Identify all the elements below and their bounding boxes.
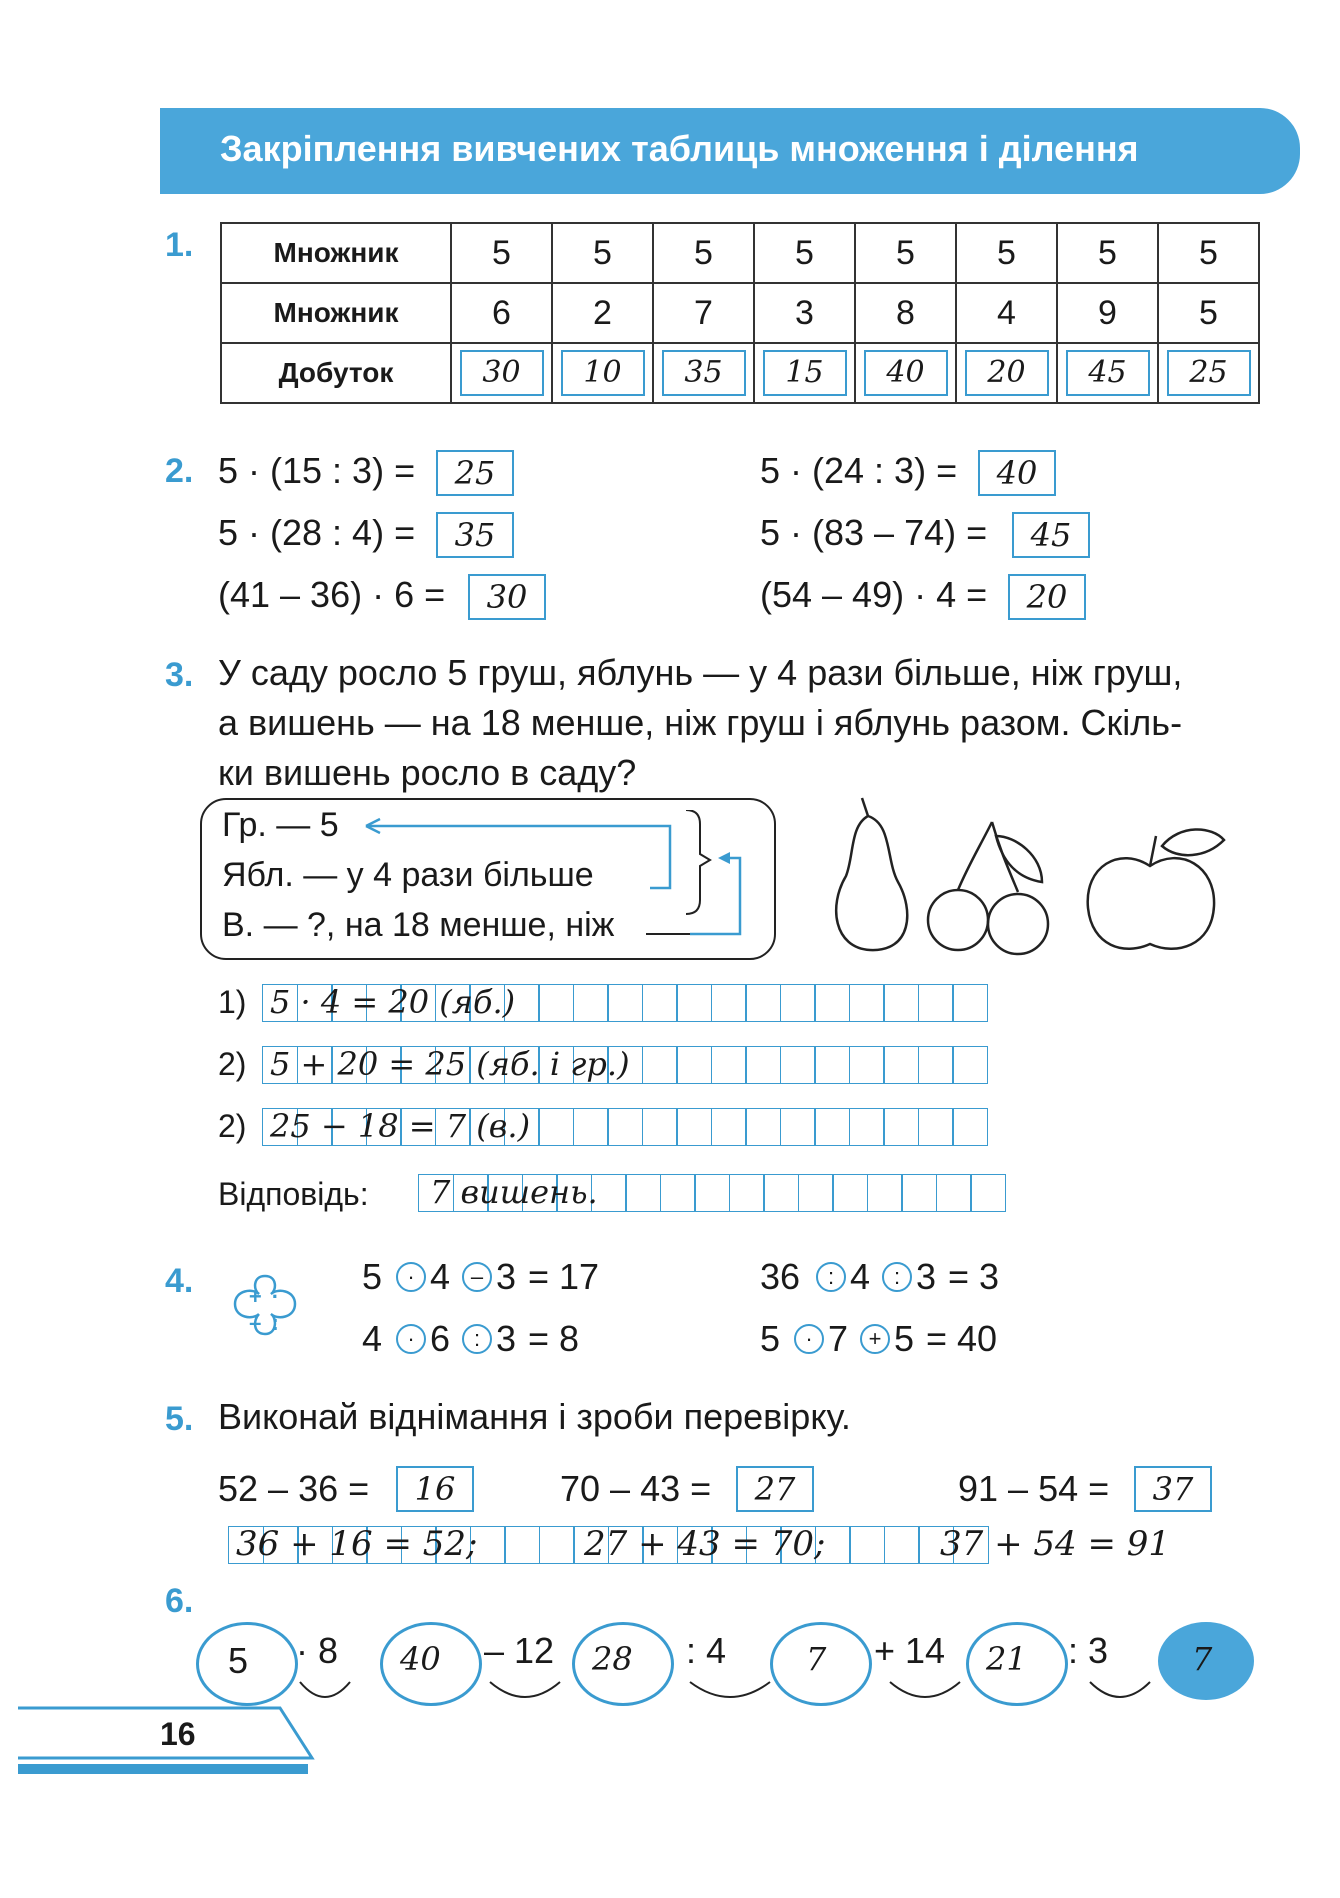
sign-circle[interactable]: : <box>882 1262 912 1292</box>
table-cell: 7 <box>653 283 754 343</box>
grid-cell <box>729 1174 765 1212</box>
operand: 4 <box>430 1256 451 1297</box>
operand: 4 <box>362 1318 383 1359</box>
table-row <box>221 283 1259 343</box>
table-cell: 5 <box>1057 223 1158 283</box>
grid-cell <box>901 1174 937 1212</box>
step-label: 2) <box>218 1046 247 1082</box>
expression: 5 · (83 – 74) = <box>760 512 988 553</box>
table-cell: 5 <box>552 223 653 283</box>
answer-box[interactable]: 20 <box>1008 574 1086 620</box>
grid-cell <box>642 1046 678 1084</box>
table-cell: 2 <box>552 283 653 343</box>
table-cell: 5 <box>956 223 1057 283</box>
table-cell: 8 <box>855 283 956 343</box>
answer-cell[interactable] <box>1057 343 1158 403</box>
operand: 5 <box>894 1318 915 1359</box>
grid-cell <box>573 1108 609 1146</box>
exercise-number: 2. <box>165 452 194 490</box>
grid-cell <box>745 1108 781 1146</box>
problem-text-line: ки вишень росло в саду? <box>218 752 637 793</box>
expression: (41 – 36) · 6 = <box>218 574 446 615</box>
condition-line: В. — ?, на 18 менше, ніж <box>222 906 615 944</box>
condition-line: Ябл. — у 4 рази більше <box>222 856 594 894</box>
grid-cell <box>745 1046 781 1084</box>
chain-value: 28 <box>592 1640 633 1678</box>
grid-cell <box>970 1174 1006 1212</box>
table-cell: 5 <box>855 223 956 283</box>
chain-value: 7 <box>806 1640 827 1678</box>
grid-cell <box>952 984 988 1022</box>
answer-box[interactable]: 27 <box>736 1466 814 1512</box>
grid-cell <box>676 984 712 1022</box>
table-row <box>221 223 1259 283</box>
grid-cell <box>849 984 885 1022</box>
sign-circle[interactable]: · <box>396 1324 426 1354</box>
grid-cell <box>763 1174 799 1212</box>
cherry-icon <box>928 890 988 950</box>
grid-cell <box>607 1108 643 1146</box>
answer-box[interactable]: 40 <box>978 450 1056 496</box>
result: = 8 <box>528 1318 580 1359</box>
grid-cell <box>918 1046 954 1084</box>
grid-cell <box>607 984 643 1022</box>
row-label: Множник <box>221 283 451 343</box>
table-row <box>221 343 1259 403</box>
apple-icon <box>1088 858 1214 949</box>
chain-operation: : 3 <box>1068 1630 1109 1671</box>
answer-label: Відповідь: <box>218 1176 369 1212</box>
expression: 70 – 43 = <box>560 1468 712 1509</box>
answer-box[interactable]: 45 <box>1012 512 1090 558</box>
operand: 36 <box>760 1256 801 1297</box>
table-cell: 6 <box>451 283 552 343</box>
grid-cell <box>504 1526 540 1564</box>
problem-text-line: У саду росло 5 груш, яблунь — у 4 рази більше, ніж груш, <box>218 652 1183 693</box>
grid-cell <box>936 1174 972 1212</box>
bracket-arrows <box>360 810 760 950</box>
step-work[interactable]: 25 − 18 = 7 (в.) <box>270 1107 531 1145</box>
step-work[interactable]: 5 · 4 = 20 (яб.) <box>270 983 516 1021</box>
cherry-icon <box>988 894 1048 954</box>
multiplication-table <box>220 222 1260 404</box>
grid-cell <box>711 1046 747 1084</box>
pear-icon <box>836 816 907 950</box>
chain-operation: : 4 <box>686 1630 727 1671</box>
check-work[interactable]: 37 + 54 = 91 <box>940 1524 1170 1564</box>
page-title: Закріплення вивчених таблиць множення і ділення <box>220 128 1139 169</box>
exercise-number: 1. <box>165 226 194 264</box>
table-cell: 3 <box>754 283 855 343</box>
grid-cell <box>849 1046 885 1084</box>
table-cell: 5 <box>1158 223 1259 283</box>
grid-cell <box>539 1526 575 1564</box>
chain-value: 7 <box>1192 1640 1213 1678</box>
problem-text-line: а вишень — на 18 менше, ніж груш і яблунь разом. Скіль- <box>218 702 1183 743</box>
chain-operation: · 8 <box>296 1630 339 1671</box>
chain-value: 5 <box>228 1640 249 1681</box>
grid-cell <box>883 1046 919 1084</box>
operand: 7 <box>828 1318 849 1359</box>
table-cell: 9 <box>1057 283 1158 343</box>
grid-cell <box>952 1108 988 1146</box>
grid-cell <box>745 984 781 1022</box>
instruction: Виконай віднімання і зроби перевірку. <box>218 1396 851 1437</box>
grid-cell <box>849 1526 885 1564</box>
result: = 17 <box>528 1256 600 1297</box>
grid-cell <box>676 1046 712 1084</box>
grid-cell <box>849 1108 885 1146</box>
grid-cell <box>660 1174 696 1212</box>
grid-cell <box>814 1108 850 1146</box>
answer-value: 20 <box>965 350 1049 396</box>
grid-cell <box>832 1174 868 1212</box>
step-label: 1) <box>218 984 247 1020</box>
grid-cell <box>780 984 816 1022</box>
answer-value: 15 <box>763 350 847 396</box>
exercise-number: 6. <box>165 1582 194 1620</box>
grid-cell <box>711 984 747 1022</box>
grid-cell <box>573 984 609 1022</box>
answer-value: 30 <box>460 350 544 396</box>
grid-cell <box>918 1108 954 1146</box>
grid-cell <box>867 1174 903 1212</box>
signs-hint-text: + · – : <box>248 1284 282 1335</box>
answer-value: 45 <box>1066 350 1150 396</box>
answer-cell[interactable] <box>653 343 754 403</box>
answer-cell[interactable] <box>754 343 855 403</box>
operand: 4 <box>850 1256 871 1297</box>
page-number: 16 <box>160 1716 196 1752</box>
operand: 5 <box>362 1256 383 1297</box>
answer-cell[interactable] <box>956 343 1057 403</box>
answer-value: 35 <box>662 350 746 396</box>
chain-value: 40 <box>400 1640 441 1678</box>
sign-circle[interactable]: + <box>860 1324 890 1354</box>
table-cell: 5 <box>754 223 855 283</box>
answer-work[interactable]: 7 вишень. <box>430 1173 598 1211</box>
expression: 5 · (15 : 3) = <box>218 450 416 491</box>
sign-circle[interactable]: : <box>816 1262 846 1292</box>
answer-cell[interactable] <box>1158 343 1259 403</box>
table-cell: 5 <box>451 223 552 283</box>
answer-value: 10 <box>561 350 645 396</box>
grid-cell <box>883 984 919 1022</box>
grid-cell <box>814 1046 850 1084</box>
expression: 52 – 36 = <box>218 1468 370 1509</box>
grid-cell <box>918 984 954 1022</box>
check-work[interactable]: 36 + 16 = 52; <box>236 1524 478 1564</box>
result: = 3 <box>948 1256 1000 1297</box>
grid-cell <box>814 984 850 1022</box>
table-cell: 5 <box>1158 283 1259 343</box>
exercise-number: 5. <box>165 1400 194 1438</box>
grid-cell <box>780 1108 816 1146</box>
grid-cell <box>711 1108 747 1146</box>
expression: 91 – 54 = <box>958 1468 1110 1509</box>
row-label: Множник <box>221 223 451 283</box>
answer-box[interactable]: 37 <box>1134 1466 1212 1512</box>
grid-cell <box>642 1108 678 1146</box>
expression: (54 – 49) · 4 = <box>760 574 988 615</box>
grid-cell <box>883 1108 919 1146</box>
sign-circle[interactable]: : <box>462 1324 492 1354</box>
chain-value: 21 <box>986 1640 1027 1678</box>
grid-cell <box>538 1108 574 1146</box>
answer-cell[interactable] <box>855 343 956 403</box>
step-work[interactable]: 5 + 20 = 25 (яб. і гр.) <box>270 1045 630 1083</box>
grid-cell <box>625 1174 661 1212</box>
exercise-number: 3. <box>165 656 194 694</box>
step-label: 2) <box>218 1108 247 1144</box>
grid-cell <box>952 1046 988 1084</box>
sign-circle[interactable]: · <box>396 1262 426 1292</box>
sign-circle[interactable]: · <box>794 1324 824 1354</box>
grid-cell <box>694 1174 730 1212</box>
grid-cell <box>538 984 574 1022</box>
exercise-number: 4. <box>165 1262 194 1300</box>
check-work[interactable]: 27 + 43 = 70; <box>584 1524 826 1564</box>
operand: 3 <box>496 1318 517 1359</box>
grid-cell <box>884 1526 920 1564</box>
fruit-illustration <box>820 796 1260 956</box>
answer-box[interactable]: 16 <box>396 1466 474 1512</box>
answer-box[interactable]: 35 <box>436 512 514 558</box>
answer-box[interactable]: 25 <box>436 450 514 496</box>
expression: 5 · (24 : 3) = <box>760 450 958 491</box>
grid-cell <box>798 1174 834 1212</box>
answer-cell[interactable] <box>451 343 552 403</box>
grid-cell <box>676 1108 712 1146</box>
table-cell: 5 <box>653 223 754 283</box>
operand: 3 <box>496 1256 517 1297</box>
operand: 3 <box>916 1256 937 1297</box>
grid-cell <box>780 1046 816 1084</box>
row-label: Добуток <box>221 343 451 403</box>
operand: 5 <box>760 1318 781 1359</box>
expression: 5 · (28 : 4) = <box>218 512 416 553</box>
condition-line: Гр. — 5 <box>222 806 339 844</box>
answer-cell[interactable] <box>552 343 653 403</box>
answer-value: 25 <box>1167 350 1251 396</box>
table-cell: 4 <box>956 283 1057 343</box>
sign-circle[interactable]: – <box>462 1262 492 1292</box>
chain-operation: + 14 <box>874 1630 946 1671</box>
answer-box[interactable]: 30 <box>468 574 546 620</box>
grid-cell <box>642 984 678 1022</box>
result: = 40 <box>926 1318 998 1359</box>
operand: 6 <box>430 1318 451 1359</box>
answer-value: 40 <box>864 350 948 396</box>
chain-operation: – 12 <box>484 1630 555 1671</box>
